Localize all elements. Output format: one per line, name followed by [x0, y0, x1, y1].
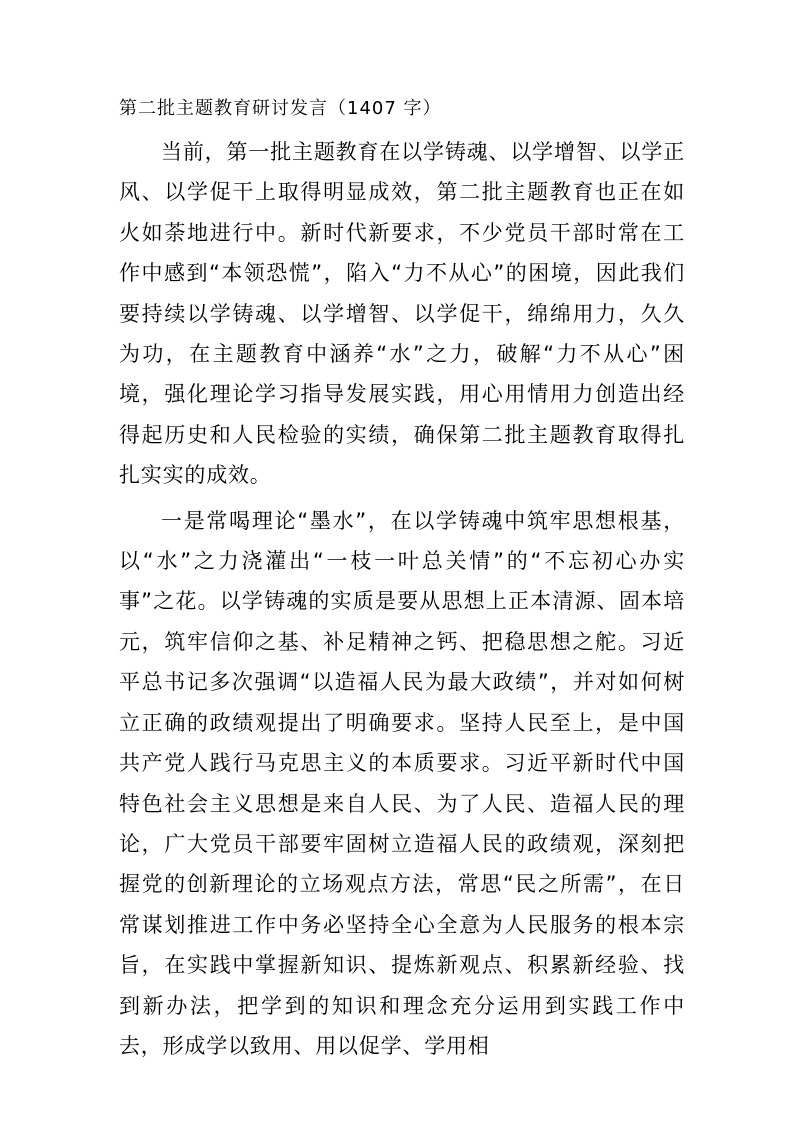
- document-title: 第二批主题教育研讨发言（1407 字）: [119, 98, 442, 119]
- paragraph-intro: 当前，第一批主题教育在以学铸魂、以学增智、以学正风、以学促干上取得明显成效，第二批主题教育也正在如火如荼地进行中。新时代新要求，不少党员干部时常在工作中感到“本领恐慌”，陷入“力不从心”的困境，因此我们要持续以学铸魂、以学增智、以学促干，绵绵用力，久久为功，在主题教育中涵养“水”之力，破解“力不从心”困境，强化理论学习指导发展实践，用心用情用力创造出经得起历史和人民检验的实绩，确保第二批主题教育取得扎扎实实的成效。: [119, 140, 685, 488]
- paragraph-point-one: 一是常喝理论“墨水”，在以学铸魂中筑牢思想根基，以“水”之力浇灌出“一枝一叶总关情”的“不忘初心办实事”之花。以学铸魂的实质是要从思想上正本清源、固本培元，筑牢信仰之基、补足精神之钙、把稳思想之舵。习近平总书记多次强调“以造福人民为最大政绩”，并对如何树立正确的政绩观提出了明确要求。坚持人民至上，是中国共产党人践行马克思主义的本质要求。习近平新时代中国特色社会主义思想是来自人民、为了人民、造福人民的理论，广大党员干部要牢固树立造福人民的政绩观，深刻把握党的创新理论的立场观点方法，常思“民之所需”，在日常谋划推进工作中务必坚持全心全意为人民服务的根本宗旨，在实践中掌握新知识、提炼新观点、积累新经验、找到新办法，把学到的知识和理念充分运用到实践工作中去，形成学以致用、用以促学、学用相: [119, 508, 685, 1058]
- document-body: [119, 132, 685, 1066]
